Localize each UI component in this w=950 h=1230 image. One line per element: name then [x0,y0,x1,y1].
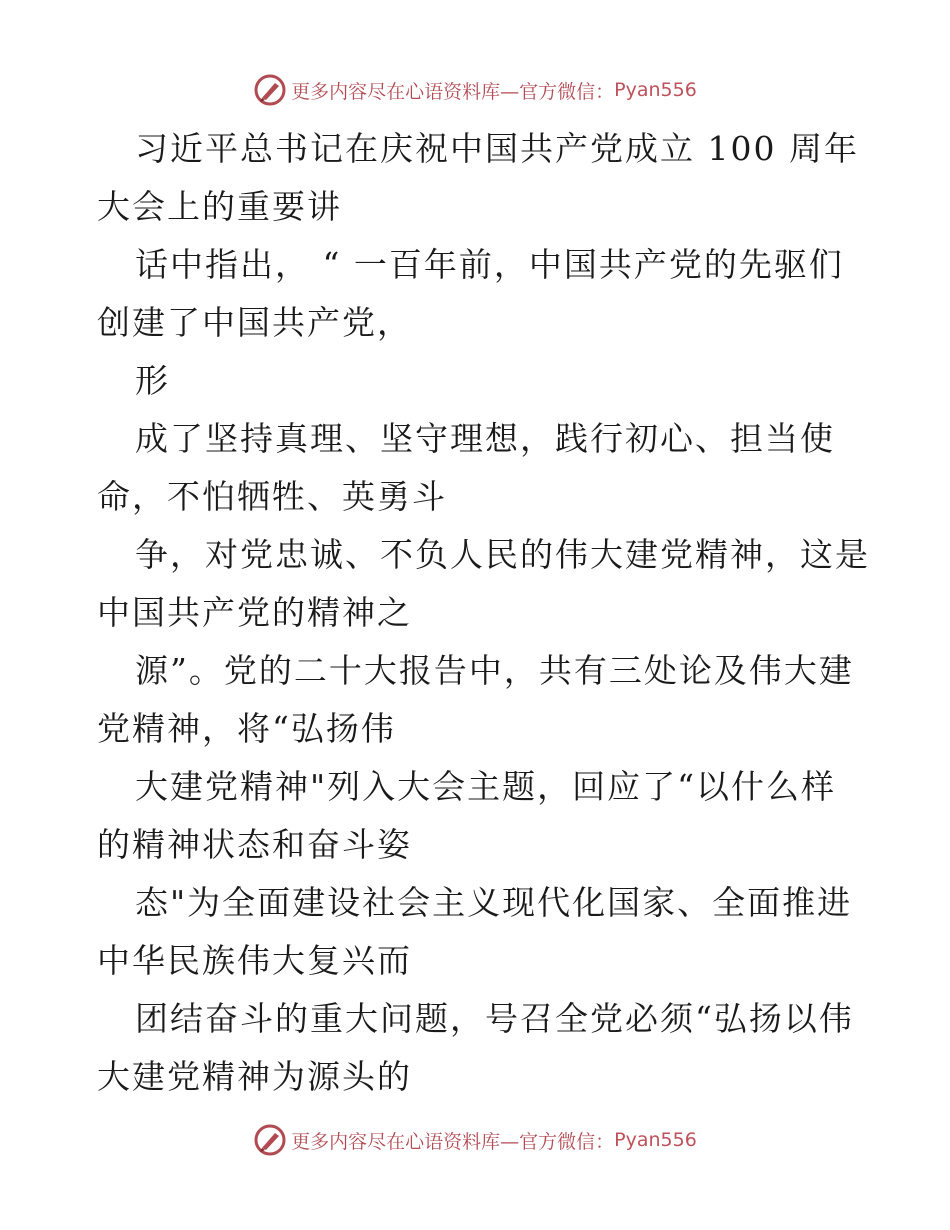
text-line: 的精神状态和奋斗姿 [97,825,412,864]
watermark-text-en: Pyan556 [614,1129,697,1151]
text-line: 争，对党忠诚、不负人民的伟大建党精神，这是 [135,535,870,574]
document-body [97,120,877,1106]
header-watermark [0,70,950,110]
watermark-text-cn: 更多内容尽在心语资料库—官方微信： [291,1130,615,1153]
text-line: 大会上的重要讲 [97,187,342,226]
text-line: 源”。党的二十大报告中，共有三处论及伟大建 [135,651,854,690]
watermark-text-cn: 更多内容尽在心语资料库—官方微信： [291,80,615,103]
pen-logo-icon [253,1123,287,1157]
text-line: 习近平总书记在庆祝中国共产党成立 100 周年 [135,129,859,168]
text-line: 党精神，将“弘扬伟 [97,709,396,748]
text-line: 话中指出， “ 一百年前，中国共产党的先驱们 [135,245,844,284]
text-line: 形 [135,361,170,400]
text-line: 命，不怕牺牲、英勇斗 [97,477,447,516]
text-line: 态"为全面建设社会主义现代化国家、全面推进 [135,883,853,922]
text-line: 大建党精神为源头的 [97,1057,412,1096]
text-line: 创建了中国共产党， [97,303,412,342]
pen-logo-icon [253,73,287,107]
text-line: 中国共产党的精神之 [97,593,412,632]
text-line: 成了坚持真理、坚守理想，践行初心、担当使 [135,419,835,458]
footer-watermark [0,1120,950,1160]
text-line: 大建党精神"列入大会主题，回应了“以什么样 [135,767,837,806]
text-line: 团结奋斗的重大问题，号召全党必须“弘扬以伟 [135,999,854,1038]
watermark-text-en: Pyan556 [614,79,697,101]
text-line: 中华民族伟大复兴而 [97,941,412,980]
